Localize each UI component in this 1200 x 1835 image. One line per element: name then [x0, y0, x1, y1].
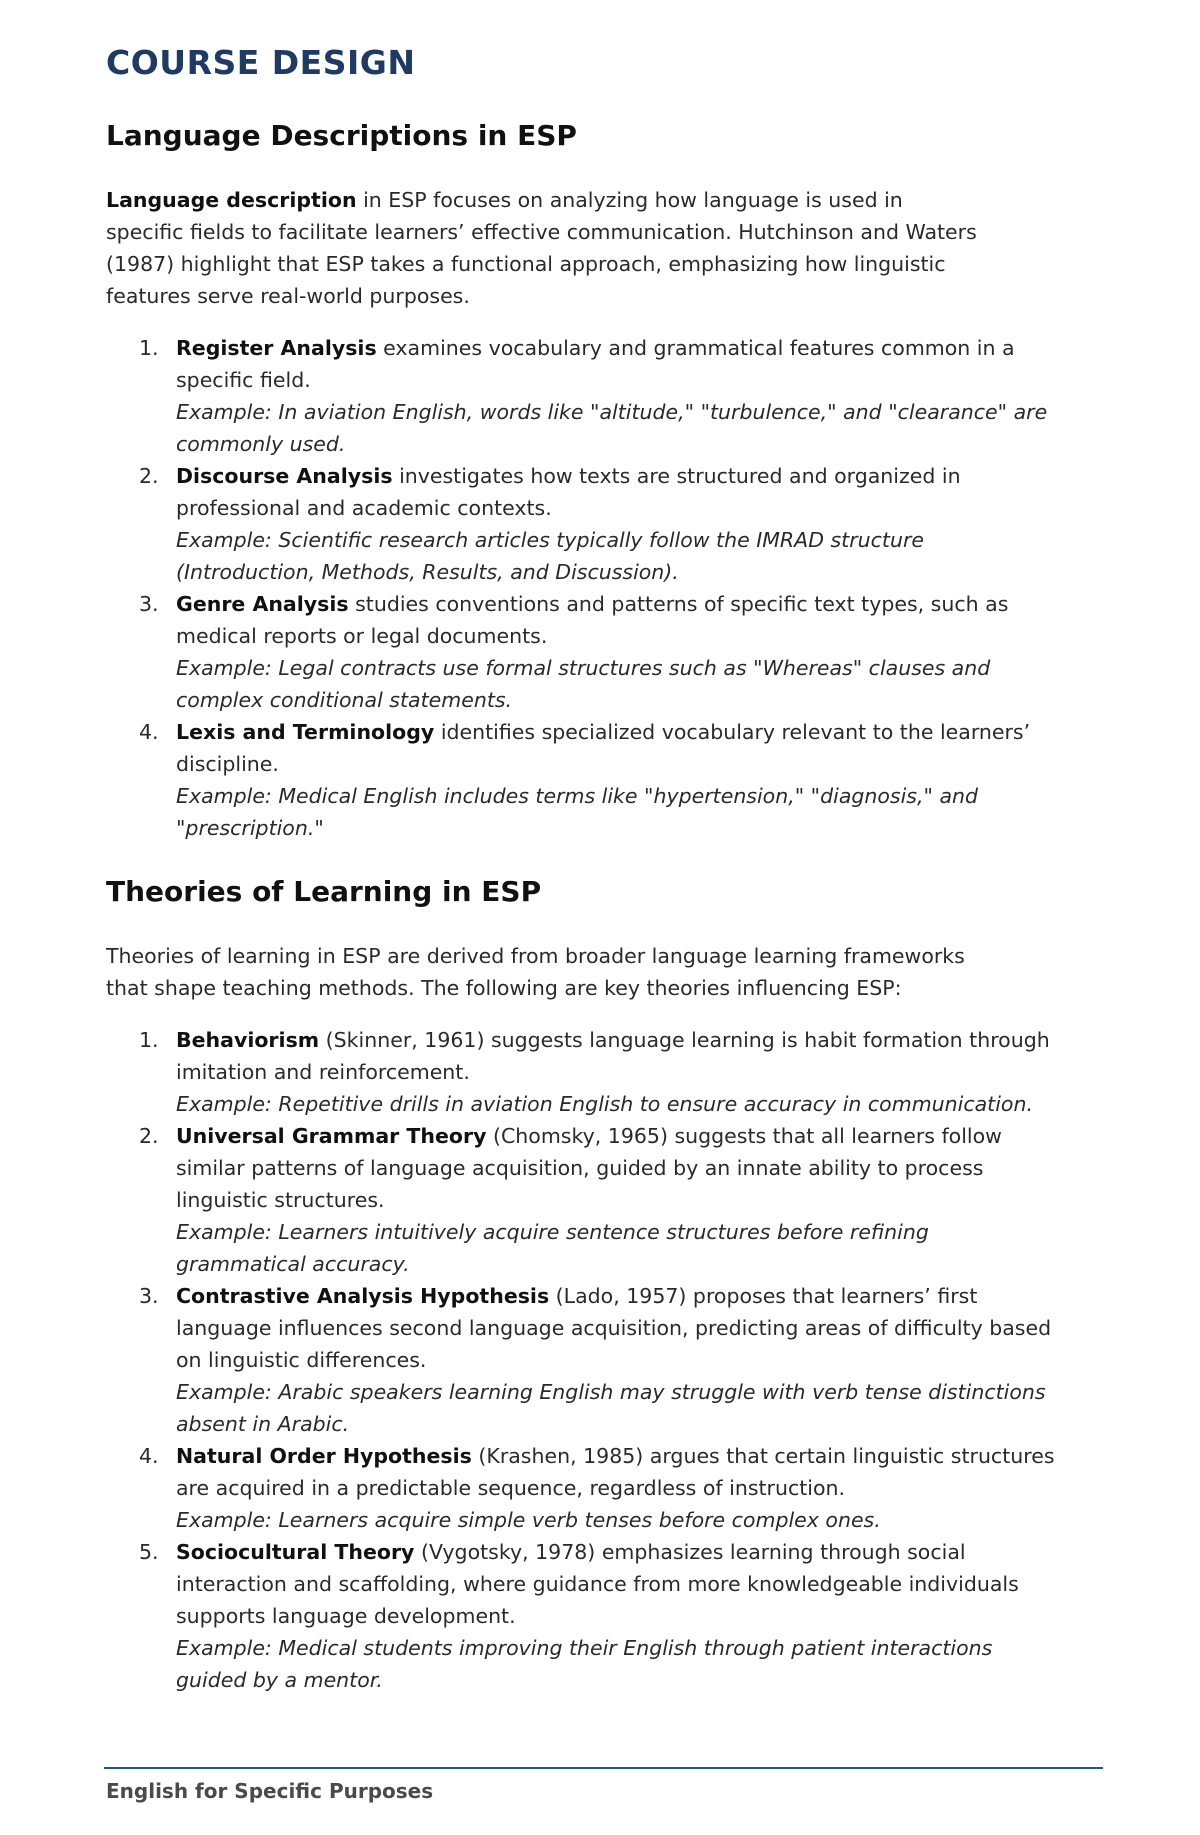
list-item-number: 4.	[139, 1444, 159, 1468]
list-item-text: (Lado, 1957) proposes that learners’ first language influences second language acquisition, predicting areas of difficulty based on linguistic differences.	[176, 1284, 1052, 1372]
section-heading-theories-of-learning: Theories of Learning in ESP	[106, 875, 542, 908]
section-heading-language-descriptions: Language Descriptions in ESP	[106, 119, 577, 152]
list-item-term: Natural Order Hypothesis	[176, 1444, 472, 1468]
list-item-number: 2.	[139, 464, 159, 488]
chapter-title: COURSE DESIGN	[106, 43, 416, 82]
list-item	[106, 1120, 1056, 1280]
section-intro-paragraph: Theories of learning in ESP are derived from broader language learning frameworks that shape teaching methods. The following are key theories influencing ESP:	[106, 944, 965, 1000]
list-item-number: 3.	[139, 1284, 159, 1308]
list-item-term: Contrastive Analysis Hypothesis	[176, 1284, 550, 1308]
list-item-example: Example: Scientific research articles typically follow the IMRAD structure (Introduction, Methods, Results, and Discussion).	[176, 528, 924, 584]
list-item-term: Register Analysis	[176, 336, 377, 360]
section-intro-paragraph	[106, 184, 986, 312]
list-item-example: Example: Medical students improving their English through patient interactions guided by a mentor.	[176, 1636, 993, 1692]
list-item	[106, 1440, 1056, 1536]
list-item-number: 5.	[139, 1540, 159, 1564]
intro-bold-term: Language description	[106, 188, 357, 212]
list-item-number: 4.	[139, 720, 159, 744]
list-item	[106, 1280, 1056, 1440]
list-item	[106, 1536, 1056, 1696]
list-item-number: 2.	[139, 1124, 159, 1148]
list-item	[106, 716, 1056, 844]
list-item-number: 1.	[139, 336, 159, 360]
footer-title: English for Specific Purposes	[106, 1779, 434, 1803]
list-item-text: (Vygotsky, 1978) emphasizes learning through social interaction and scaffolding, where guidance from more knowledgeable individuals supports language development.	[176, 1540, 1019, 1628]
footer-divider	[104, 1767, 1103, 1769]
list-item-term: Genre Analysis	[176, 592, 349, 616]
list-item-example: Example: Learners acquire simple verb tenses before complex ones.	[176, 1508, 881, 1532]
list-item	[106, 1024, 1056, 1120]
list-item-text: identifies specialized vocabulary relevant to the learners’ discipline.	[176, 720, 1031, 776]
list-item-number: 1.	[139, 1028, 159, 1052]
list-item-example: Example: In aviation English, words like "altitude," "turbulence," and "clearance" are commonly used.	[176, 400, 1048, 456]
list-item-example: Example: Medical English includes terms like "hypertension," "diagnosis," and "prescription."	[176, 784, 979, 840]
list-item	[106, 588, 1056, 716]
list-item-text: (Krashen, 1985) argues that certain linguistic structures are acquired in a predictable sequence, regardless of instruction.	[176, 1444, 1055, 1500]
list-item-text: (Skinner, 1961) suggests language learning is habit formation through imitation and reinforcement.	[176, 1028, 1050, 1084]
list-item-example: Example: Legal contracts use formal structures such as "Whereas" clauses and complex conditional statements.	[176, 656, 991, 712]
list-item-term: Lexis and Terminology	[176, 720, 435, 744]
list-item-number: 3.	[139, 592, 159, 616]
list-item-text: examines vocabulary and grammatical features common in a specific field.	[176, 336, 1015, 392]
list-item-text: studies conventions and patterns of specific text types, such as medical reports or legal documents.	[176, 592, 1009, 648]
list-item-text: investigates how texts are structured and organized in professional and academic contexts.	[176, 464, 961, 520]
learning-theories-list	[106, 1024, 1106, 1696]
list-item-example: Example: Repetitive drills in aviation English to ensure accuracy in communication.	[176, 1092, 1033, 1116]
list-item-example: Example: Learners intuitively acquire sentence structures before refining grammatical accuracy.	[176, 1220, 929, 1276]
list-item-term: Discourse Analysis	[176, 464, 393, 488]
list-item	[106, 460, 1056, 588]
list-item-text: (Chomsky, 1965) suggests that all learners follow similar patterns of language acquisition, guided by an innate ability to process linguistic structures.	[176, 1124, 1002, 1212]
intro-text: in ESP focuses on analyzing how language is used in specific fields to facilitate learners’ effective communication. Hutchinson and Waters (1987) highlight that ESP takes a functional approach, emphasizing how linguistic features serve real-world purposes.	[106, 188, 977, 308]
list-item-term: Sociocultural Theory	[176, 1540, 415, 1564]
list-item-example: Example: Arabic speakers learning English may struggle with verb tense distinctions absent in Arabic.	[176, 1380, 1046, 1436]
list-item	[106, 332, 1056, 460]
list-item-term: Universal Grammar Theory	[176, 1124, 487, 1148]
document-page	[106, 40, 1106, 1696]
list-item-term: Behaviorism	[176, 1028, 320, 1052]
language-descriptions-list	[106, 332, 1106, 844]
